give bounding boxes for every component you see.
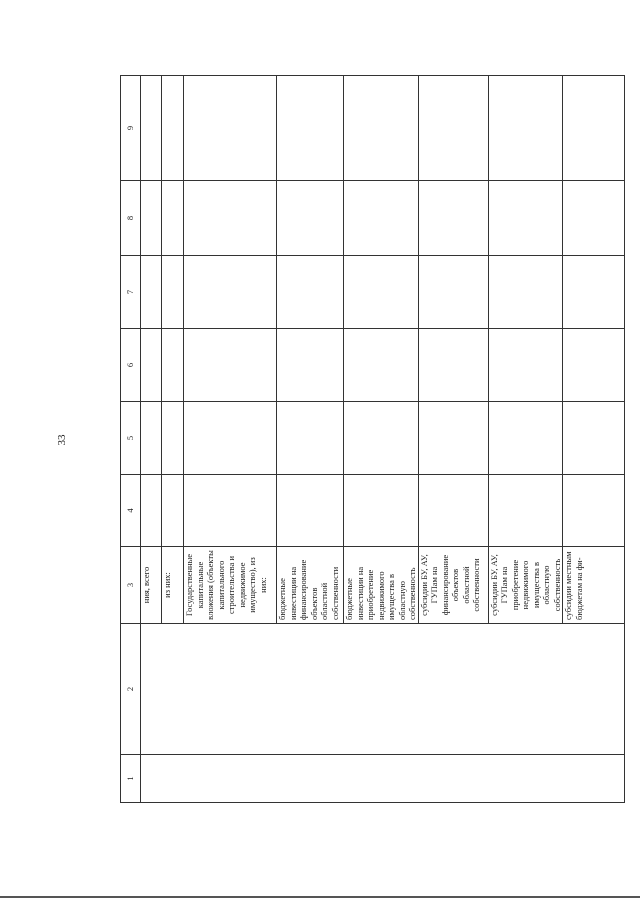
- table-cell: [184, 256, 277, 329]
- table-cell: [141, 76, 162, 181]
- table-cell: [141, 624, 625, 755]
- table-cell: [488, 329, 563, 402]
- table-cell: [184, 329, 277, 402]
- table-cell: [563, 329, 625, 402]
- header-cell: 2: [121, 624, 141, 755]
- row-label: ния, всего: [141, 547, 162, 624]
- table-cell: [344, 402, 419, 475]
- table-cell: [344, 76, 419, 181]
- table-cell: [277, 402, 344, 475]
- header-cell: 4: [121, 475, 141, 547]
- table-cell: [563, 256, 625, 329]
- page-bottom-rule: [0, 896, 640, 898]
- table-cell: [418, 329, 488, 402]
- table-cell: [488, 181, 563, 256]
- table-cell: [162, 181, 184, 256]
- table-cell: [563, 402, 625, 475]
- table-cell: [488, 475, 563, 547]
- row-label: бюджетные инвестиции на финансирование объектов областной собственности: [277, 547, 344, 624]
- header-cell: 9: [121, 76, 141, 181]
- table-cell: [277, 475, 344, 547]
- table-cell: [488, 76, 563, 181]
- table-cell: [141, 475, 162, 547]
- expenditure-table: [120, 75, 625, 803]
- table-cell: [162, 475, 184, 547]
- table-row: [141, 76, 162, 803]
- table-cell: [418, 76, 488, 181]
- header-cell: 8: [121, 181, 141, 256]
- table-cell: [277, 256, 344, 329]
- table-cell: [563, 475, 625, 547]
- row-label: субсидии БУ, АУ, ГУПам на финансирование объектов областной собственности: [418, 547, 488, 624]
- table-cell: [141, 256, 162, 329]
- table-cell: [277, 329, 344, 402]
- table-cell: [418, 402, 488, 475]
- table-cell: [418, 181, 488, 256]
- table-cell: [141, 402, 162, 475]
- table-cell: [277, 76, 344, 181]
- table-cell: [344, 256, 419, 329]
- header-row: [121, 76, 141, 803]
- page-number: 33: [56, 434, 68, 446]
- table-cell: [162, 76, 184, 181]
- header-cell: 6: [121, 329, 141, 402]
- table-cell: [563, 76, 625, 181]
- header-cell: 7: [121, 256, 141, 329]
- table-cell: [277, 181, 344, 256]
- table-cell: [488, 402, 563, 475]
- row-label: Государственные капитальные вложения (объекты капитального строительства и недвижимое имущество), из них:: [184, 547, 277, 624]
- header-cell: 1: [121, 755, 141, 803]
- table-cell: [344, 181, 419, 256]
- row-label: из них:: [162, 547, 184, 624]
- table-cell: [184, 475, 277, 547]
- table-cell: [184, 76, 277, 181]
- table-cell: [141, 181, 162, 256]
- table-cell: [184, 402, 277, 475]
- table-cell: [344, 329, 419, 402]
- table-cell: [162, 256, 184, 329]
- table-cell: [344, 475, 419, 547]
- table-cell: [184, 181, 277, 256]
- rotated-table-wrapper: [120, 76, 591, 803]
- table-cell: [418, 256, 488, 329]
- table-cell: [563, 181, 625, 256]
- table-cell: [162, 402, 184, 475]
- row-label: субсидии местным бюджетам на фи-: [563, 547, 625, 624]
- header-cell: 5: [121, 402, 141, 475]
- header-cell: 3: [121, 547, 141, 624]
- table-cell: [141, 329, 162, 402]
- table-cell: [488, 256, 563, 329]
- table-cell: [141, 755, 625, 803]
- row-label: субсидии БУ, АУ, ГУПам на приобретение недвижимого имущества в областную собственность: [488, 547, 563, 624]
- table-cell: [418, 475, 488, 547]
- row-label: бюджетные инвестиции на приобретение недвижимого имущества в областную собственность: [344, 547, 419, 624]
- table-cell: [162, 329, 184, 402]
